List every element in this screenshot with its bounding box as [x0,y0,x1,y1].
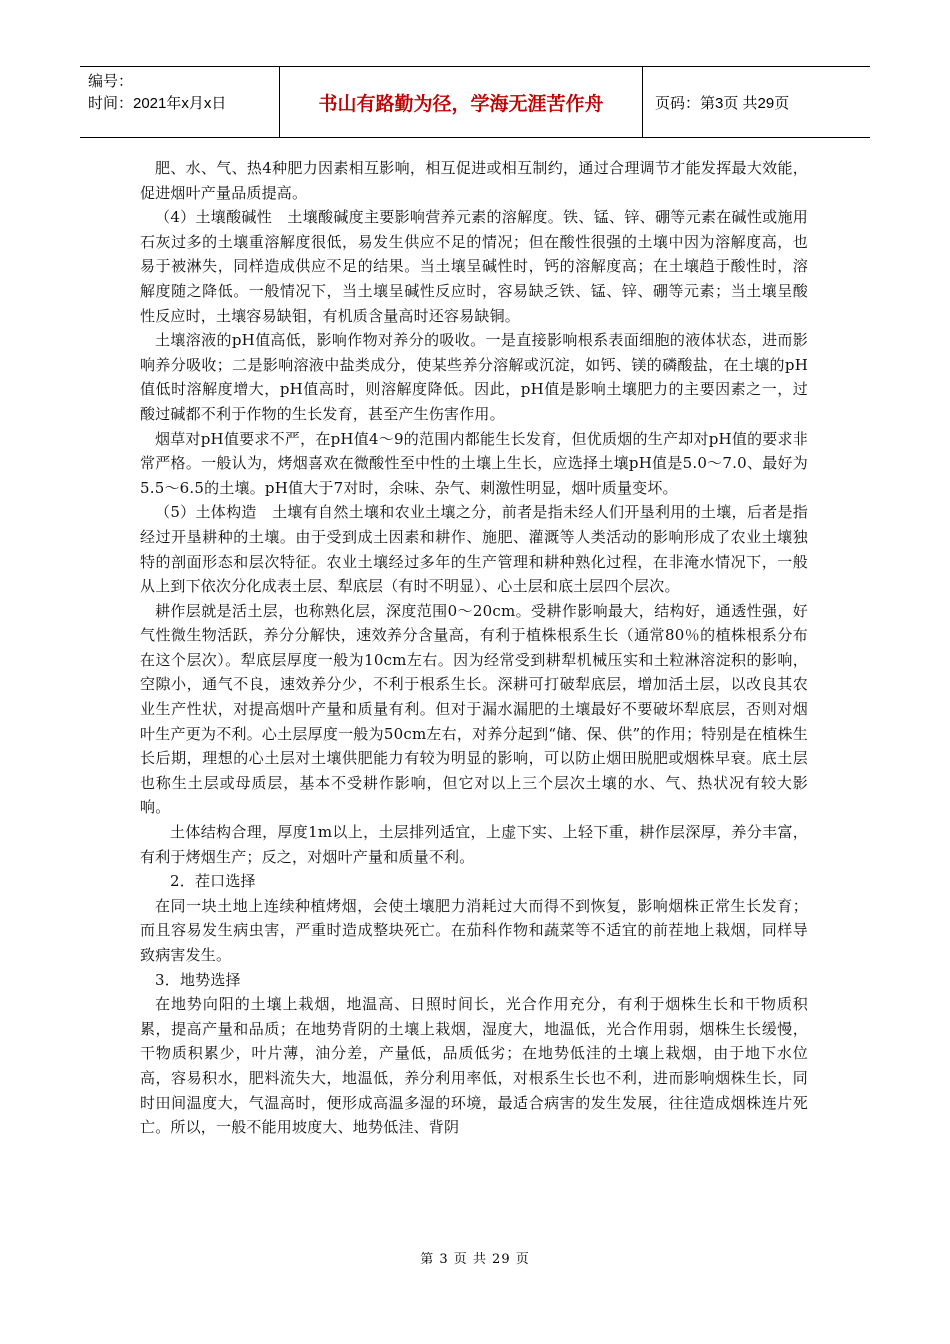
paragraph: 土壤溶液的pH值高低，影响作物对养分的吸收。一是直接影响根系表面细胞的液体状态，进而影响养分吸收；二是影响溶液中盐类成分，使某些养分溶解或沉淀，如钙、镁的磷酸盐，在土壤的pH值低时溶解度增大，pH值高时，则溶解度降低。因此，pH值是影响土壤肥力的主要因素之一，过酸过碱都不利于作物的生长发育，甚至产生伤害作用。 [140,331,808,423]
paragraph: 土体结构合理，厚度1m以上，土层排列适宜，上虚下实、上轻下重，耕作层深厚，养分丰富，有利于烤烟生产；反之，对烟叶产量和质量不利。 [140,823,808,866]
document-number-label: 编号： [88,73,134,90]
paragraph: （5）土体构造 土壤有自然土壤和农业土壤之分，前者是指未经人们开垦利用的土壤，后者是指经过开垦耕种的土壤。由于受到成土因素和耕作、施肥、灌溉等人类活动的影响形成了农业土壤独特的剖面形态和层次特征。农业土壤经过多年的生产管理和耕种熟化过程，在非淹水情况下，一般从上到下依次分化成表土层、犁底层（有时不明显）、心土层和底土层四个层次。 [140,503,808,596]
paragraph: 肥、水、气、热4种肥力因素相互影响，相互促进或相互制约，通过合理调节才能发挥最大效能，促进烟叶产量品质提高。 [140,159,808,202]
paragraph: 在地势向阳的土壤上栽烟，地温高、日照时间长，光合作用充分，有利于烟株生长和干物质积累，提高产量和品质；在地势背阴的土壤上栽烟，湿度大，地温低，光合作用弱，烟株生长缓慢，干物质积累少，叶片薄，油分差，产量低，品质低劣；在地势低洼的土壤上栽烟，由于地下水位高，容易积水，肥料流失大，地温低，养分利用率低，对根系生长也不利，进而影响烟株生长，同时田间温度大，气温高时，便形成高温多湿的环境，最适合病害的发生发展，往往造成烟株连片死亡。所以，一般不能用坡度大、地势低洼、背阴 [140,995,808,1137]
header-meta [80,67,280,137]
document-body [140,156,808,1140]
paragraph: 耕作层就是活土层，也称熟化层，深度范围0～20cm。受耕作影响最大，结构好，通透性强，好气性微生物活跃，养分分解快，速效养分含量高，有利于植株根系生长（通常80％的植株根系分布在这个层次）。犁底层厚度一般为10cm左右。因为经常受到耕犁机械压实和土粒淋溶淀积的影响，空隙小，通气不良，速效养分少，不利于根系生长。深耕可打破犁底层，增加活土层，以改良其农业生产性状，对提高烟叶产量和质量有利。但对于漏水漏肥的土壤最好不要破坏犁底层，否则对烟叶生产更为不利。心土层厚度一般为50cm左右，对养分起到“储、保、供”的作用；特别是在植株生长后期，理想的心土层对土壤供肥能力有较为明显的影响，可以防止烟田脱肥或烟株早衰。底土层也称生土层或母质层，基本不受耕作影响，但它对以上三个层次土壤的水、气、热状况有较大影响。 [140,601,808,817]
header-page-info: 页码：第3页 共29页 [655,94,790,112]
document-date: 时间：2021年x月x日 [88,95,227,112]
section-heading: 3．地势选择 [155,970,241,989]
paragraph: （4）土壤酸碱性 土壤酸碱度主要影响营养元素的溶解度。铁、锰、锌、硼等元素在碱性或施用石灰过多的土壤重溶解度很低，易发生供应不足的情况；但在酸性很强的土壤中因为溶解度高，也易于被淋失，同样造成供应不足的结果。当土壤呈碱性时，钙的溶解度高；在土壤趋于酸性时，溶解度随之降低。一般情况下，当土壤呈碱性反应时，容易缺乏铁、锰、锌、硼等元素；当土壤呈酸性反应时，土壤容易缺钼，有机质含量高时还容易缺铜。 [140,208,808,325]
paragraph: 在同一块土地上连续种植烤烟，会使土壤肥力消耗过大而得不到恢复，影响烟株正常生长发育；而且容易发生病虫害，严重时造成整块死亡。在茄科作物和蔬菜等不适宜的前茬地上栽烟，同样导致病害发生。 [140,896,808,964]
header-motto: 书山有路勤为径，学海无涯苦作舟 [280,67,643,137]
section-heading: 2．茬口选择 [170,872,256,891]
page-header [80,66,870,138]
page-footer: 第 3 页 共 29 页 [420,1252,530,1267]
paragraph: 烟草对pH值要求不严，在pH值4～9的范围内都能生长发育，但优质烟的生产却对pH值的要求非常严格。一般认为，烤烟喜欢在微酸性至中性的土壤上生长，应选择土壤pH值是5.0～7.0、最好为5.5～6.5的土壤。pH值大于7对时，余味、杂气、刺激性明显，烟叶质量变坏。 [140,429,808,497]
